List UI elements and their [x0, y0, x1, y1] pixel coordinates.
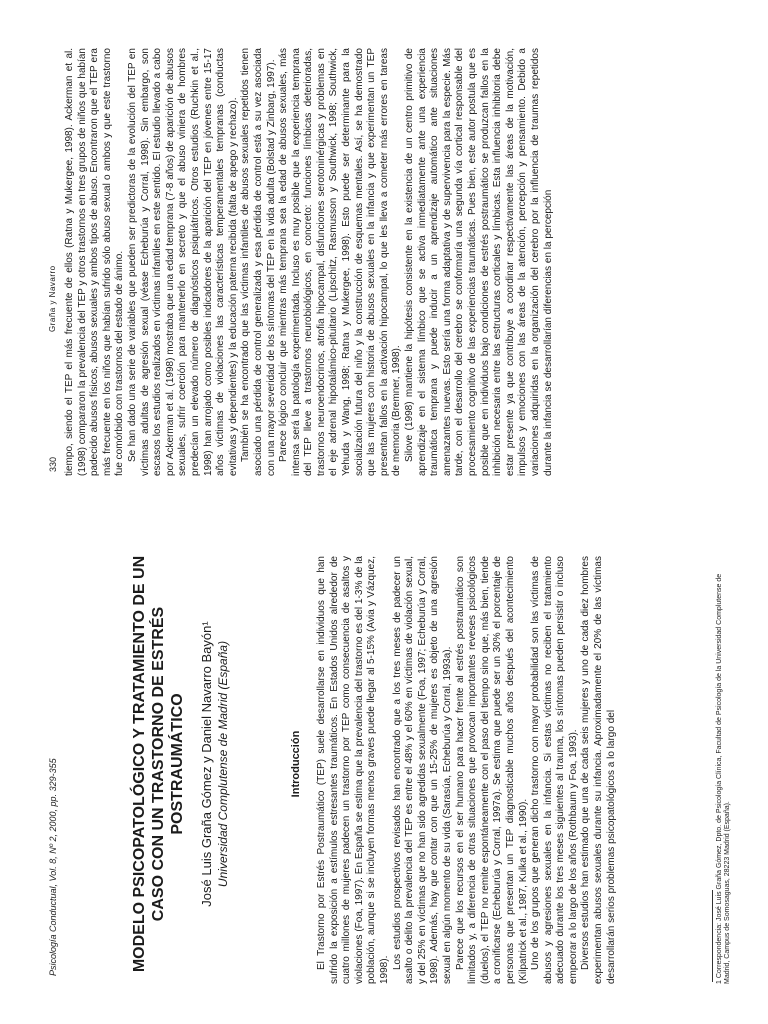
body-paragraph: También se ha encontrado que las víctimas infantiles de abusos sexuales repetidos tienen asociado una pérdida de control generalizada y esa pérdida de control está a su vez asociada con una mayor severidad de los síntomas del TEP en la vida adulta (Bolstad y Zinbarg, 1997). — [240, 48, 277, 476]
body-paragraph: Parece lógico concluir que mientras más temprana sea la edad de abusos sexuales, más intensa será la patología experimentada. Incluso es muy posible que la experiencia temprana del TEP lleve a trastornos neurobiológicos, en concreto: funciones límbicas deterioradas, trastornos neuroendocrinos, atrofia hipocampal, disfunciones serotoninérgicas y problemas en el eje adrenal hipotalámico-pituitario (Lipschitz, Rasmusson y Southwick, 1998; Southwick, Yehuda y Wang, 1998; Ratna y Mukergee, 1998). Esto puede ser determinante para la socialización futura del niño y la construcción de esquemas mentales. Así, se ha demostrado que las mujeres con historia de abusos sexuales en la infancia y que experimentan un TEP presentan fallos en la activación hipocampal, lo que les lleva a cometer más errores en tareas de memoria (Bremner, 1998). — [278, 48, 403, 476]
article-header — [130, 554, 230, 974]
footnote: 1 Correspondencia: José Luis Graña Gómez, Dpto. de Psicología Clínica, Facultad de Psicología de la Universidad Complutense de Madrid, Campus de Somosaguas, 28223 Madrid (España). — [716, 573, 732, 984]
footnote-divider — [712, 890, 713, 982]
body-paragraph: El Trastorno por Estrés Postraumático (TEP) suele desarrollarse en individuos que han sufrido la exposición a estímulos estresantes traumáticos. En Estados Unidos alrededor de cuatro millones de mujeres padecen un trastorno por TEP como consecuencia de asaltos y violaciones (Foa, 1997). En España se estima que la prevalencia del trastorno es del 1-3% de la población, aunque si se incluyen formas menos graves puede llegar al 5-15% (Avia y Vázquez, 1998). — [316, 556, 390, 984]
body-paragraph: Uno de los grupos que generan dicho trastorno con mayor probabilidad son las víctimas de abusos y agresiones sexuales en la infancia. Si estas víctimas no reciben el tratamiento adecuado durante los tres meses siguientes al trauma, los síntomas pueden persistir o incluso empeorar a lo largo de los años (Rothbaum y Foa, 1993). — [530, 556, 579, 984]
body-paragraph: Parece que los recursos en el ser humano para hacer frente al estrés postraumático son limitados y, a diferencia de otras situaciones que provocan importantes reveses psicológicos (duelos), el TEP no remite espontáneamente con el paso del tiempo sino que, más bien, tiende a cronificarse (Echeburúa y Corral, 1997a). Se estima que puede ser un 30% el porcentaje de personas que presentan un TEP diagnosticable muchos años después del acontecimiento (Kilpatrick et al., 1987, Kulka et al., 1990). — [454, 556, 529, 984]
authors-running-head: Graña y Navarro — [48, 265, 57, 332]
affiliation-line: Universidad Complutense de Madrid (España) — [216, 640, 230, 888]
right-body-text — [64, 48, 734, 476]
left-body-text — [316, 556, 734, 984]
body-paragraph: tiempo, siendo el TEP el más frecuente de ellos (Ratna y Mukergee, 1998). Ackerman et al. (1998) compararon la prevalencia del TEP y otros trastornos en tres grupos de niños que habían padecido abusos físicos, abusos sexuales y ambos tipos de abuso. Encontraron que el TEP era más frecuente en los niños que habían sufrido sólo abuso sexual o ambos y que este trastorno fue comórbido con trastornos del estado de ánimo. — [64, 48, 126, 476]
body-paragraph: Se han dado una serie de variables que pueden ser predictoras de la evolución del TEP en víctimas adultas de agresión sexual (véase Echeburúa y Corral, 1998). Sin embargo, son escasos los estudios realizados en víctimas infantiles en este sentido. El estudio llevado a cabo por Ackerman et al. (1998) mostraba que una edad temprana (7-8 años) de aparición de abusos sexuales, sufrir coerción para mantenerlo en secreto y que el abuso viniera de hombres predecían un elevado número de diagnósticos psiquiátricos. Otros estudios (Ruchkin et al., 1998) han arrojado como posibles indicadores de la aparición del TEP en jóvenes entre 15-17 años víctimas de violaciones las características temperamentales tempranas (conductas evitativas y dependientes) y la educación paterna recibida (falta de apego y rechazo). — [126, 48, 239, 476]
journal-running-head: Psicología Conductual, Vol. 8, Nº 2, 2000, pp. 329-355 — [48, 758, 58, 976]
page-number: 330 — [48, 456, 58, 472]
left-page — [0, 512, 768, 1024]
body-paragraph: Los estudios prospectivos revisados han encontrado que a los tres meses de padecer un asalto o delito la prevalencia del TEP es entre el 48% y el 60% en víctimas de violación sexual, y del 25% en víctimas que no han sido agredidas sexualmente (Foa, 1997; Echeburúa y Corral, 1998). Además, hay que contar con que un 15-25% de mujeres es objeto de una agresión sexual en algún momento de su vida (Sarasúa, Echeburúa y Corral, 1993a). — [391, 556, 453, 984]
section-heading: Introducción — [290, 730, 302, 798]
body-paragraph: Diversos estudios han estimado que una de cada seis mujeres y uno de cada diez hombres experimentan abusos sexuales durante su infancia. Aproximadamente el 20% de las víctimas desarrollarán serios problemas psicopatológicos a lo largo del — [580, 556, 617, 984]
authors-line: José Luis Graña Gómez y Daniel Navarro Bayón¹ — [199, 621, 214, 907]
body-paragraph: Silove (1998) mantiene la hipótesis consistente en la existencia de un centro primitivo de aprendizaje en el sistema límbico que se activa inmediatamente ante una experiencia traumática temprana y puede inducir a un aprendizaje automático ante situaciones amenazantes nuevas. Esto sería una forma adaptativa y de supervivencia para la especie. Más tarde, con el desarrollo del cerebro se conformaría una segunda vía cortical responsable del procesamiento cognitivo de las experiencias traumáticas. Pues bien, este autor postula que es posible que en individuos bajo condiciones de estrés postraumático se produzcan fallos en la inhibición necesaria entre las estructuras corticales y límbicas. Esta influencia inhibitoria debe estar presente ya que contribuye a coordinar respectivamente las áreas de la motivación, impulsos y emociones con las áreas de la atención, percepción y pensamiento. Debido a variaciones adquiridas en la organización del cerebro por la influencia de traumas repetidos durante la infancia se desarrollarían diferencias en la percepción — [404, 48, 554, 476]
article-title: MODELO PSICOPATOLÓGICO Y TRATAMIENTO DE UN CASO CON UN TRASTORNO DE ESTRÉS POSTRAUMÁTICO — [131, 555, 186, 973]
